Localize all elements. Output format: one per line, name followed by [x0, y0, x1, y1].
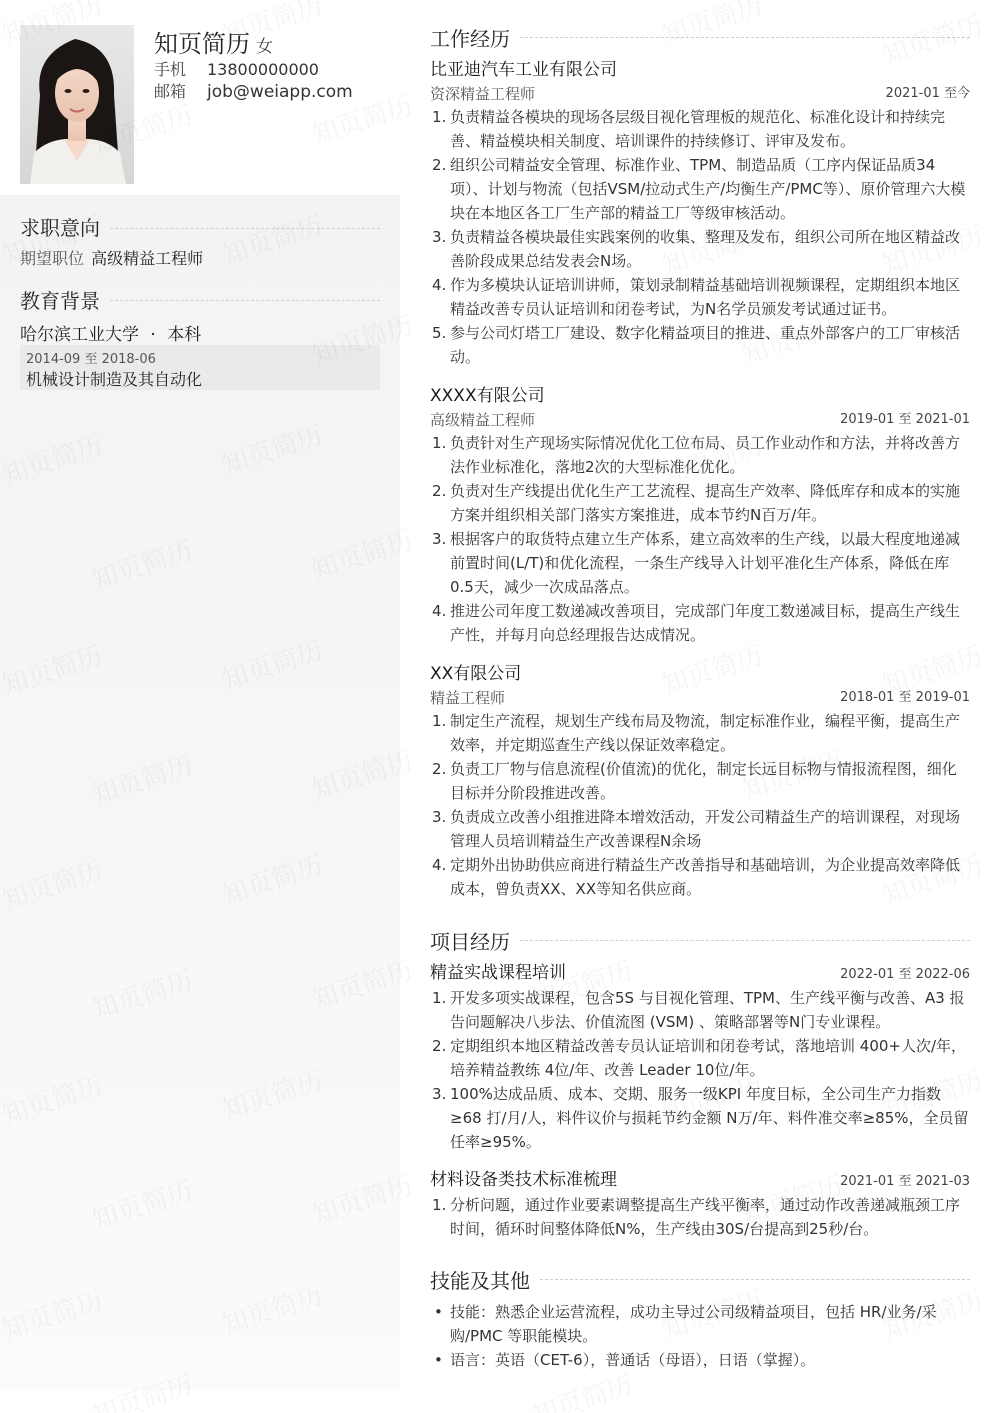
list-item: 2. 负责工厂物与信息流程(价值流)的优化，制定长远目标物与情报流程图，细化目标并分阶段推进改善。: [432, 760, 957, 802]
section-title-skills: 技能及其他: [430, 1269, 530, 1293]
project-items-list: [430, 1193, 970, 1241]
list-item: 4. 作为多模块认证培训讲师，策划录制精益基础培训视频课程，定期组织本地区精益改善专员认证培训和闭卷考试，为N名学员颁发考试通过证书。: [432, 276, 961, 318]
job-duties-list: [430, 431, 970, 647]
separator-dot: ·: [150, 325, 156, 345]
list-item: • 语言：英语（CET-6），普通话（母语），日语（掌握）。: [434, 1351, 816, 1369]
desired-position-value: 高级精益工程师: [91, 249, 204, 268]
watermark-text: [527, 1365, 637, 1413]
list-item: 3. 100%达成品质、成本、交期、服务一级KPI 年度目标，全公司生产力指数≥68 打/月/人，料件议价与损耗节约金额 N万/年、料件准交率≥85%，全员留任率≥95%。: [432, 1085, 969, 1151]
candidate-name: 知页简历: [154, 30, 250, 58]
list-item: 4. 定期外出协助供应商进行精益生产改善指导和基础培训，为企业提高效率降低成本，曾负责XX、XX等知名供应商。: [432, 856, 961, 898]
project-entry: [430, 1167, 970, 1241]
email-label: 邮箱: [154, 82, 187, 101]
job-role-row: [430, 409, 970, 431]
list-item: 2. 组织公司精益安全管理、标准作业、TPM、制造品质（工序内保证品质34项）、计划与物流（包括VSM/拉动式生产/均衡生产/PMC等）、原价管理六大模块在本地区各工厂生产部的精益工厂等级审核活动。: [432, 156, 966, 222]
job-entry: [430, 661, 970, 901]
list-item: 1. 负责精益各模块的现场各层级目视化管理板的规范化、标准化设计和持续完善、精益模块相关制度、培训课件的持续修订、评审及发布。: [432, 108, 946, 150]
project-entry: [430, 960, 970, 1154]
list-item: 4. 推进公司年度工数递减改善项目，完成部门年度工数递减目标，提高生产线生产性，并每月向总经理报告达成情况。: [432, 602, 961, 644]
job-duties-list: [430, 105, 970, 369]
list-item: 3. 负责成立改善小组推进降本增效活动，开发公司精益生产的培训课程，对现场管理人员培训精益生产改善课程N余场: [432, 808, 961, 850]
job-role: 高级精益工程师: [430, 411, 536, 429]
list-item: • 技能：熟悉企业运营流程，成功主导过公司级精益项目，包括 HR/业务/采购/PMC 等职能模块。: [434, 1303, 937, 1345]
job-duties-list: [430, 709, 970, 901]
email-value: job@weiapp.com: [207, 82, 353, 102]
job-role: 精益工程师: [430, 689, 506, 707]
list-item: 1. 负责针对生产现场实际情况优化工位布局、员工作业动作和方法，并将改善方法作业标准化，落地2次的大型标准化优化。: [432, 434, 961, 476]
list-item: 3. 负责精益各模块最佳实践案例的收集、整理及发布，组织公司所在地区精益改善阶段成果总结发表会N场。: [432, 228, 961, 270]
project-period: 2022-01 至 2022-06: [840, 967, 970, 982]
list-item: 2. 定期组织本地区精益改善专员认证培训和闭卷考试，落地培训 400+人次/年，培养精益教练 4位/年、改善 Leader 10位/年。: [432, 1037, 967, 1079]
job-role: 资深精益工程师: [430, 85, 536, 103]
project-items-list: [430, 986, 970, 1154]
email-row: [154, 79, 353, 102]
desired-position-row: [20, 246, 203, 269]
job-role-row: [430, 83, 970, 105]
section-divider: [520, 37, 970, 38]
education-school-row: [20, 320, 201, 345]
phone-row: [154, 57, 319, 80]
project-name: 精益实战课程培训: [430, 963, 566, 983]
job-entry: [430, 57, 970, 369]
school-name: 哈尔滨工业大学: [20, 325, 139, 345]
phone-label: 手机: [154, 60, 187, 79]
project-header: [430, 1167, 970, 1193]
project-name: 材料设备类技术标准梳理: [430, 1170, 617, 1190]
section-title-projects: 项目经历: [430, 930, 510, 954]
phone-value: 13800000000: [207, 60, 319, 79]
list-item: 2. 负责对生产线提出优化生产工艺流程、提高生产效率、降低库存和成本的实施方案并组织相关部门落实方案推进，成本节约N百万/年。: [432, 482, 961, 524]
section-divider: [520, 940, 970, 941]
section-divider: [540, 1279, 970, 1280]
candidate-gender: 女: [256, 37, 273, 57]
list-item: 3. 根据客户的取货特点建立生产体系，建立高效率的生产线，以最大程度地递减前置时间(L/T)和优化流程，一条生产线导入计划平准化生产体系，降低在库0.5天，减少一次成品落点。: [432, 530, 961, 596]
company-name: XXXX有限公司: [430, 386, 545, 406]
portrait-image: [20, 25, 134, 184]
watermark-text: [657, 0, 767, 52]
resume-header: [154, 24, 273, 59]
section-divider: [110, 228, 380, 229]
list-item: 5. 参与公司灯塔工厂建设、数字化精益项目的推进、重点外部客户的工厂审核活动。: [432, 324, 961, 366]
job-period: 2021-01 至今: [885, 86, 970, 101]
list-item: 1. 制定生产流程，规划生产线布局及物流，制定标准作业，编程平衡，提高生产效率，并定期巡查生产线以保证效率稳定。: [432, 712, 961, 754]
job-role-row: [430, 687, 970, 709]
profile-photo: [20, 25, 134, 184]
desired-position-label: 期望职位: [20, 249, 85, 268]
education-major: 机械设计制造及其自动化: [26, 370, 203, 389]
section-title-intent: 求职意向: [20, 216, 100, 240]
section-divider: [110, 300, 380, 301]
project-header: [430, 960, 970, 986]
job-entry: [430, 383, 970, 647]
company-name: XX有限公司: [430, 664, 522, 684]
education-period: 2014-09 至 2018-06: [26, 352, 156, 367]
list-item: 1. 开发多项实战课程，包含5S 与目视化管理、TPM、生产线平衡与改善、A3 报告问题解决八步法、价值流图 (VSM) 、策略部署等N门专业课程。: [432, 989, 965, 1031]
job-period: 2019-01 至 2021-01: [840, 412, 970, 427]
project-period: 2021-01 至 2021-03: [840, 1174, 970, 1189]
company-name: 比亚迪汽车工业有限公司: [430, 60, 617, 80]
skills-list: [430, 1300, 970, 1372]
list-item: 1. 分析问题，通过作业要素调整提高生产线平衡率，通过动作改善递减瓶颈工序时间，循环时间整体降低N%，生产线由30S/台提高到25秒/台。: [432, 1196, 961, 1238]
section-title-education: 教育背景: [20, 289, 100, 313]
skills-entry: [430, 1300, 970, 1372]
section-title-work: 工作经历: [430, 27, 510, 51]
degree: 本科: [167, 325, 202, 345]
job-period: 2018-01 至 2019-01: [840, 690, 970, 705]
